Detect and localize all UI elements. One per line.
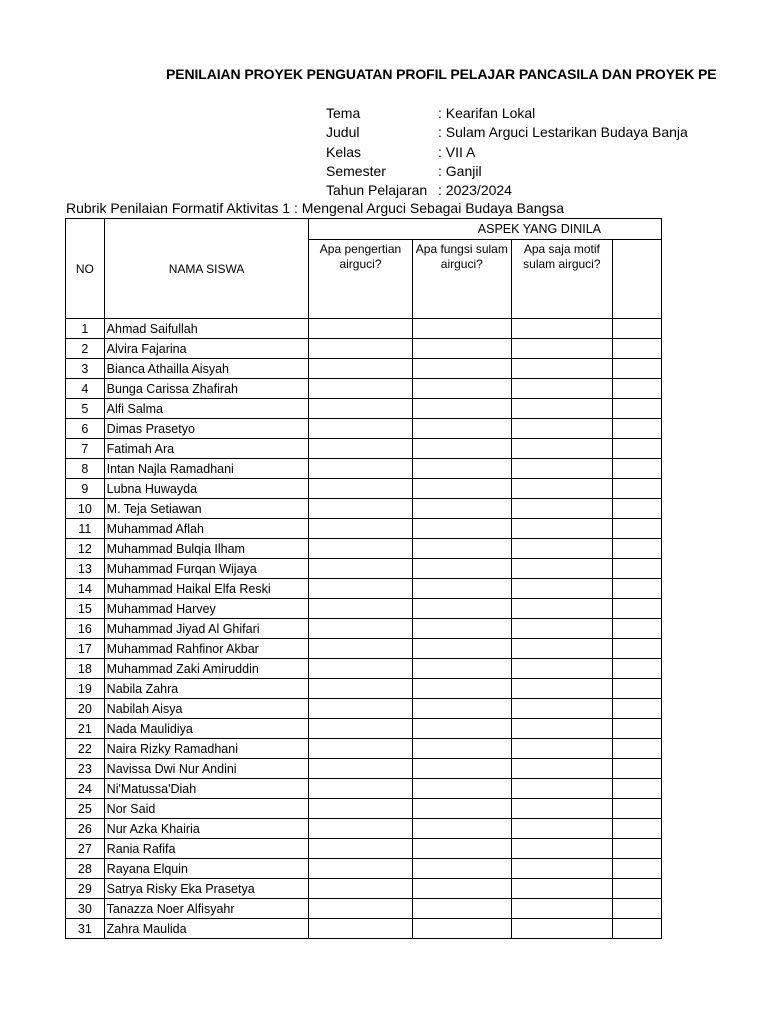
row-number: 16 — [66, 619, 105, 639]
score-cell — [412, 599, 512, 619]
score-cell — [512, 439, 612, 459]
score-cell — [412, 619, 512, 639]
meta-value: : Kearifan Lokal — [438, 105, 536, 121]
meta-label: Tema — [326, 105, 361, 121]
score-cell — [309, 899, 412, 919]
score-cell — [412, 779, 512, 799]
student-name: Muhammad Aflah — [104, 519, 309, 539]
score-cell — [412, 439, 512, 459]
score-cell — [512, 579, 612, 599]
row-number: 8 — [66, 459, 105, 479]
score-cell — [412, 699, 512, 719]
meta-row — [326, 163, 482, 179]
meta-label: Kelas — [326, 144, 362, 160]
score-cell — [612, 759, 661, 779]
table-row — [66, 319, 662, 339]
row-number: 24 — [66, 779, 105, 799]
header-aspek: ASPEK YANG DINILA — [309, 219, 662, 240]
row-number: 30 — [66, 899, 105, 919]
student-name: Nor Said — [104, 799, 309, 819]
score-cell — [412, 539, 512, 559]
table-row — [66, 399, 662, 419]
score-cell — [512, 639, 612, 659]
table-row — [66, 419, 662, 439]
score-cell — [512, 499, 612, 519]
score-cell — [309, 619, 412, 639]
score-cell — [612, 779, 661, 799]
score-cell — [412, 739, 512, 759]
score-cell — [309, 599, 412, 619]
score-cell — [512, 519, 612, 539]
meta-value: : VII A — [438, 144, 476, 160]
score-cell — [512, 319, 612, 339]
row-number: 12 — [66, 539, 105, 559]
score-cell — [309, 479, 412, 499]
student-name: Nabilah Aisya — [104, 699, 309, 719]
score-cell — [512, 539, 612, 559]
score-cell — [309, 779, 412, 799]
meta-label: Judul — [326, 124, 360, 140]
row-number: 22 — [66, 739, 105, 759]
score-cell — [412, 559, 512, 579]
table-row — [66, 919, 662, 939]
score-cell — [412, 839, 512, 859]
row-number: 10 — [66, 499, 105, 519]
meta-row — [326, 182, 512, 198]
score-cell — [309, 719, 412, 739]
score-cell — [612, 859, 661, 879]
row-number: 2 — [66, 339, 105, 359]
score-cell — [612, 899, 661, 919]
question-1: Apa pengertian airguci? — [309, 240, 412, 319]
table-row — [66, 819, 662, 839]
score-cell — [612, 579, 661, 599]
score-cell — [412, 659, 512, 679]
score-cell — [512, 419, 612, 439]
student-name: Naira Rizky Ramadhani — [104, 739, 309, 759]
score-cell — [412, 579, 512, 599]
row-number: 14 — [66, 579, 105, 599]
score-cell — [512, 739, 612, 759]
score-cell — [309, 379, 412, 399]
student-name: Nabila Zahra — [104, 679, 309, 699]
row-number: 20 — [66, 699, 105, 719]
score-cell — [309, 539, 412, 559]
meta-label: Tahun Pelajaran — [326, 182, 428, 198]
score-cell — [612, 639, 661, 659]
score-cell — [309, 359, 412, 379]
student-name: Muhammad Haikal Elfa Reski — [104, 579, 309, 599]
score-cell — [612, 679, 661, 699]
score-cell — [412, 359, 512, 379]
score-cell — [612, 319, 661, 339]
score-cell — [309, 519, 412, 539]
row-number: 5 — [66, 399, 105, 419]
row-number: 1 — [66, 319, 105, 339]
student-name: Muhammad Harvey — [104, 599, 309, 619]
student-name: Bunga Carissa Zhafirah — [104, 379, 309, 399]
score-cell — [612, 379, 661, 399]
score-cell — [309, 659, 412, 679]
question-4-blank — [612, 240, 661, 319]
score-cell — [309, 559, 412, 579]
header-nama-siswa: NAMA SISWA — [104, 219, 309, 319]
student-name: Fatimah Ara — [104, 439, 309, 459]
score-cell — [412, 759, 512, 779]
table-row — [66, 599, 662, 619]
score-cell — [309, 759, 412, 779]
table-row — [66, 439, 662, 459]
student-name: Muhammad Rahfinor Akbar — [104, 639, 309, 659]
score-cell — [309, 399, 412, 419]
row-number: 6 — [66, 419, 105, 439]
score-cell — [309, 699, 412, 719]
score-cell — [612, 919, 661, 939]
score-cell — [612, 819, 661, 839]
score-cell — [612, 519, 661, 539]
question-3: Apa saja motif sulam airguci? — [512, 240, 612, 319]
score-cell — [309, 499, 412, 519]
student-name: Rania Rafifa — [104, 839, 309, 859]
score-cell — [309, 859, 412, 879]
table-row — [66, 859, 662, 879]
meta-row — [326, 124, 688, 140]
score-cell — [512, 459, 612, 479]
row-number: 26 — [66, 819, 105, 839]
score-cell — [512, 759, 612, 779]
row-number: 9 — [66, 479, 105, 499]
score-cell — [612, 359, 661, 379]
table-row — [66, 459, 662, 479]
row-number: 19 — [66, 679, 105, 699]
student-name: Muhammad Bulqia Ilham — [104, 539, 309, 559]
score-cell — [512, 479, 612, 499]
assessment-table — [65, 218, 662, 939]
table-row — [66, 839, 662, 859]
score-cell — [309, 639, 412, 659]
student-name: Navissa Dwi Nur Andini — [104, 759, 309, 779]
score-cell — [512, 799, 612, 819]
score-cell — [612, 499, 661, 519]
score-cell — [412, 479, 512, 499]
student-name: M. Teja Setiawan — [104, 499, 309, 519]
score-cell — [512, 919, 612, 939]
score-cell — [309, 319, 412, 339]
score-cell — [612, 399, 661, 419]
score-cell — [412, 799, 512, 819]
meta-value: : Ganjil — [438, 163, 482, 179]
row-number: 18 — [66, 659, 105, 679]
student-name: Nur Azka Khairia — [104, 819, 309, 839]
score-cell — [309, 799, 412, 819]
student-name: Bianca Athailla Aisyah — [104, 359, 309, 379]
student-name: Alfi Salma — [104, 399, 309, 419]
score-cell — [512, 399, 612, 419]
score-cell — [512, 839, 612, 859]
table-row — [66, 339, 662, 359]
score-cell — [612, 699, 661, 719]
score-cell — [412, 879, 512, 899]
score-cell — [309, 419, 412, 439]
table-row — [66, 679, 662, 699]
student-name: Muhammad Jiyad Al Ghifari — [104, 619, 309, 639]
student-name: Muhammad Zaki Amiruddin — [104, 659, 309, 679]
table-row — [66, 519, 662, 539]
header-no: NO — [66, 219, 105, 319]
score-cell — [309, 879, 412, 899]
row-number: 21 — [66, 719, 105, 739]
student-name: Ahmad Saifullah — [104, 319, 309, 339]
table-row — [66, 739, 662, 759]
row-number: 11 — [66, 519, 105, 539]
row-number: 27 — [66, 839, 105, 859]
score-cell — [412, 719, 512, 739]
student-name: Nada Maulidiya — [104, 719, 309, 739]
row-number: 3 — [66, 359, 105, 379]
score-cell — [512, 779, 612, 799]
table-row — [66, 799, 662, 819]
meta-value: : 2023/2024 — [438, 182, 512, 198]
meta-row — [326, 144, 475, 160]
score-cell — [412, 499, 512, 519]
student-name: Dimas Prasetyo — [104, 419, 309, 439]
score-cell — [612, 419, 661, 439]
score-cell — [512, 359, 612, 379]
row-number: 7 — [66, 439, 105, 459]
table-row — [66, 699, 662, 719]
score-cell — [512, 859, 612, 879]
table-row — [66, 659, 662, 679]
score-cell — [612, 439, 661, 459]
meta-row — [326, 105, 535, 121]
score-cell — [309, 459, 412, 479]
score-cell — [612, 339, 661, 359]
score-cell — [309, 579, 412, 599]
score-cell — [612, 459, 661, 479]
student-name: Intan Najla Ramadhani — [104, 459, 309, 479]
score-cell — [512, 679, 612, 699]
score-cell — [309, 739, 412, 759]
student-name: Muhammad Furqan Wijaya — [104, 559, 309, 579]
student-name: Satrya Risky Eka Prasetya — [104, 879, 309, 899]
table-row — [66, 379, 662, 399]
table-row — [66, 619, 662, 639]
score-cell — [412, 859, 512, 879]
table-row — [66, 479, 662, 499]
score-cell — [512, 339, 612, 359]
table-row — [66, 879, 662, 899]
score-cell — [412, 639, 512, 659]
table-row — [66, 719, 662, 739]
meta-label: Semester — [326, 163, 386, 179]
score-cell — [412, 319, 512, 339]
score-cell — [412, 519, 512, 539]
score-cell — [612, 739, 661, 759]
score-cell — [612, 619, 661, 639]
score-cell — [412, 379, 512, 399]
student-name: Ni'Matussa'Diah — [104, 779, 309, 799]
table-row — [66, 899, 662, 919]
score-cell — [412, 819, 512, 839]
score-cell — [309, 839, 412, 859]
row-number: 13 — [66, 559, 105, 579]
table-row — [66, 499, 662, 519]
table-row — [66, 559, 662, 579]
score-cell — [512, 719, 612, 739]
student-name: Lubna Huwayda — [104, 479, 309, 499]
score-cell — [612, 539, 661, 559]
student-name: Zahra Maulida — [104, 919, 309, 939]
row-number: 15 — [66, 599, 105, 619]
question-2: Apa fungsi sulam airguci? — [412, 240, 512, 319]
document-title: PENILAIAN PROYEK PENGUATAN PROFIL PELAJAR PANCASILA DAN PROYEK PE — [166, 66, 717, 82]
score-cell — [512, 659, 612, 679]
score-cell — [612, 659, 661, 679]
score-cell — [612, 719, 661, 739]
score-cell — [309, 819, 412, 839]
row-number: 29 — [66, 879, 105, 899]
score-cell — [512, 619, 612, 639]
score-cell — [612, 599, 661, 619]
score-cell — [612, 799, 661, 819]
row-number: 28 — [66, 859, 105, 879]
row-number: 23 — [66, 759, 105, 779]
score-cell — [309, 339, 412, 359]
score-cell — [412, 899, 512, 919]
score-cell — [612, 879, 661, 899]
score-cell — [512, 559, 612, 579]
table-row — [66, 579, 662, 599]
score-cell — [612, 479, 661, 499]
student-name: Alvira Fajarina — [104, 339, 309, 359]
student-name: Rayana Elquin — [104, 859, 309, 879]
score-cell — [512, 599, 612, 619]
score-cell — [612, 839, 661, 859]
table-row — [66, 359, 662, 379]
row-number: 17 — [66, 639, 105, 659]
score-cell — [512, 379, 612, 399]
score-cell — [412, 679, 512, 699]
score-cell — [412, 339, 512, 359]
score-cell — [412, 919, 512, 939]
score-cell — [512, 899, 612, 919]
table-row — [66, 759, 662, 779]
meta-value: : Sulam Arguci Lestarikan Budaya Banja — [438, 124, 688, 140]
score-cell — [512, 819, 612, 839]
table-row — [66, 779, 662, 799]
row-number: 25 — [66, 799, 105, 819]
student-name: Tanazza Noer Alfisyahr — [104, 899, 309, 919]
row-number: 4 — [66, 379, 105, 399]
score-cell — [512, 879, 612, 899]
score-cell — [412, 459, 512, 479]
score-cell — [612, 559, 661, 579]
score-cell — [412, 419, 512, 439]
table-row — [66, 639, 662, 659]
score-cell — [412, 399, 512, 419]
score-cell — [309, 919, 412, 939]
score-cell — [309, 439, 412, 459]
score-cell — [309, 679, 412, 699]
rubric-title: Rubrik Penilaian Formatif Aktivitas 1 : Mengenal Arguci Sebagai Budaya Bangsa — [66, 200, 565, 216]
score-cell — [512, 699, 612, 719]
table-row — [66, 539, 662, 559]
row-number: 31 — [66, 919, 105, 939]
